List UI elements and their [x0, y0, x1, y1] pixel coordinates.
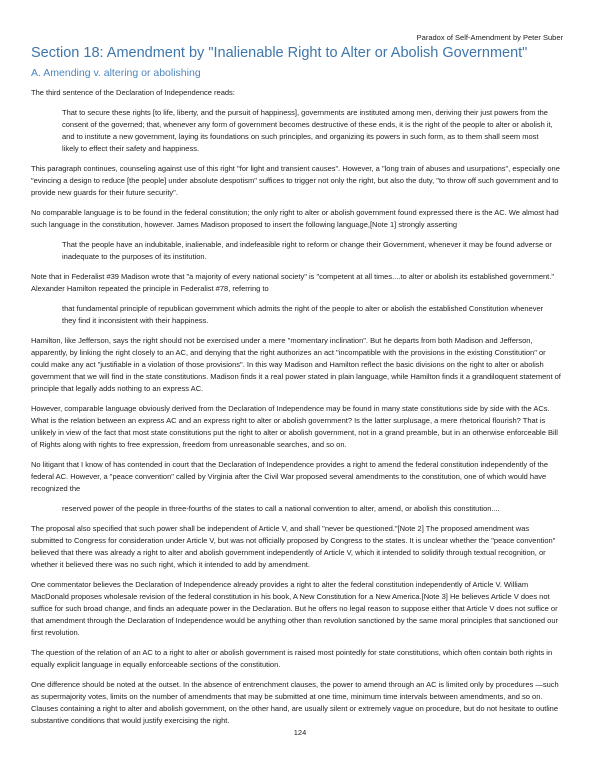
paragraph-hamilton-jefferson: Hamilton, like Jefferson, says the right should not be exercised under a mere "momentary inclination". But he departs from both Madison and Jefferson, apparently, by linking the right closely to an AC, and denying that the right authorizes an act "incompatible with the provisions in the existing Constitution" or could make any act "justifiable in a violation of those provisions". In this way Madison and Hamilton reflect the basic divisions on the right to alter or abolish government that we will find in the state constitutions. Madison finds it a real power stated in plain language, while Hamilton finds it a grandiloquent statement of principle that legally adds nothing to an express AC. — [31, 336, 561, 393]
paragraph-intro: The third sentence of the Declaration of Independence reads: — [31, 88, 235, 97]
page-number: 124 — [293, 728, 307, 737]
paragraph-state-constitutions: However, comparable language obviously derived from the Declaration of Independence may be found in many state constitutions side by side with the ACs. What is the relation between an express AC and an express right to alter or abolish government? Is the latter surplusage, a mere rhetorical flourish? That is unlikely in view of the fact that most state constitutions put the right to alter or abolish government, not in a grand preamble, but in an otherwise enforceable Bill of Rights along with rights to free expression, freedom from unreasonable searches, and so on. — [31, 404, 558, 449]
paragraph-no-litigant: No litigant that I know of has contended in court that the Declaration of Independence provides a right to amend the federal constitution independently of the federal AC. However, a "peace convention" called by Virginia after the Civil War proposed several amendments to the constitution, one of which would have recognized the — [31, 460, 549, 493]
paragraph-no-comparable: No comparable language is to be found in the federal constitution; the only right to alter or abolish government found expressed there is the AC. We almost had such language in the constitution, however. James Madison proposed to insert the following language,[Note 1] strongly asserting — [31, 208, 559, 229]
blockquote-madison: That the people have an indubitable, inalienable, and indefeasible right to reform or change their Government, whenever it may be found adverse or inadequate to the purposes of its institution. — [62, 240, 552, 261]
paragraph-federalist: Note that in Federalist #39 Madison wrote that "a majority of every national society" is "competent at all times....to alter or abolish its established government." Alexander Hamilton repeated the principle in Federalist #78, referring to — [31, 272, 554, 293]
running-header: Paradox of Self-Amendment by Peter Suber — [416, 33, 563, 42]
subsection-title: A. Amending v. altering or abolishing — [31, 67, 201, 79]
blockquote-declaration: That to secure these rights [to life, liberty, and the pursuit of happiness], governments are instituted among men, deriving their just powers from the consent of the governed; that, whenever any form of government becomes destructive of these ends, it is the right of the people to alter or abolish it, and to institute a new government, laying its foundations on such principles, and organizing its powers in such form, as to them shall seem most likely to effect their safety and happiness. — [62, 108, 553, 153]
paragraph-light-transient: This paragraph continues, counseling against use of this right "for light and transient causes". However, a "long train of abuses and usurpations", especially one "evincing a design to reduce [the people] under absolute despotism" suffices to trigger not only the right, but also the duty, "to throw off such government and to provide new guards for their future security". — [31, 164, 560, 197]
paragraph-proposal: The proposal also specified that such power shall be independent of Article V, and shall "never be questioned."[Note 2] The proposed amendment was submitted to Congress for consideration under Article V, but was not officially proposed by Congress to the states. It is unclear whether the "peace convention" believed that there was already a right to alter and abolish government independently of Article V, which it intended to solidify through textual recognition, or whether it believed there was no such right, which it intended to add by amendment. — [31, 524, 556, 569]
blockquote-hamilton: that fundamental principle of republican government which admits the right of the people to alter or abolish the established Constitution whenever they find it inconsistent with their happiness. — [62, 304, 544, 325]
paragraph-macdonald: One commentator believes the Declaration of Independence already provides a right to alter the federal constitution independently of Article V. William MacDonald proposes wholesale revision of the federal constitution in his book, A New Constitution for a New America.[Note 3] He believes Article V does not suffice for such broad change, and finds an adequate power in the Declaration. But he offers no legal reason to suppose either that Article V does not suffice or that amendment through the Declaration of Independence would be anything other than revolution sanctioned by the same moral principles that sanctioned our first revolution. — [31, 580, 559, 637]
paragraph-question-relation: The question of the relation of an AC to a right to alter or abolish government is raised most pointedly for state constitutions, which often contain both rights in equally explicit language in equally enforceable sections of the constitution. — [31, 648, 553, 669]
blockquote-reserved-power: reserved power of the people in three-fourths of the states to call a national convention to alter, amend, or abolish this constitution.... — [62, 504, 500, 513]
section-title: Section 18: Amendment by "Inalienable Right to Alter or Abolish Government" — [31, 45, 528, 61]
paragraph-one-difference: One difference should be noted at the outset. In the absence of entrenchment clauses, the power to amend through an AC is limited only by procedures —such as supermajority votes, limits on the number of amendments that may be submitted at one time, minimum time intervals between amendments, and so on. Clauses containing a right to alter and abolish government, on the other hand, are usually silent or extremely vague on procedure, but do not hesitate to outline substantive conditions that would justify exercising the right. — [31, 680, 559, 725]
